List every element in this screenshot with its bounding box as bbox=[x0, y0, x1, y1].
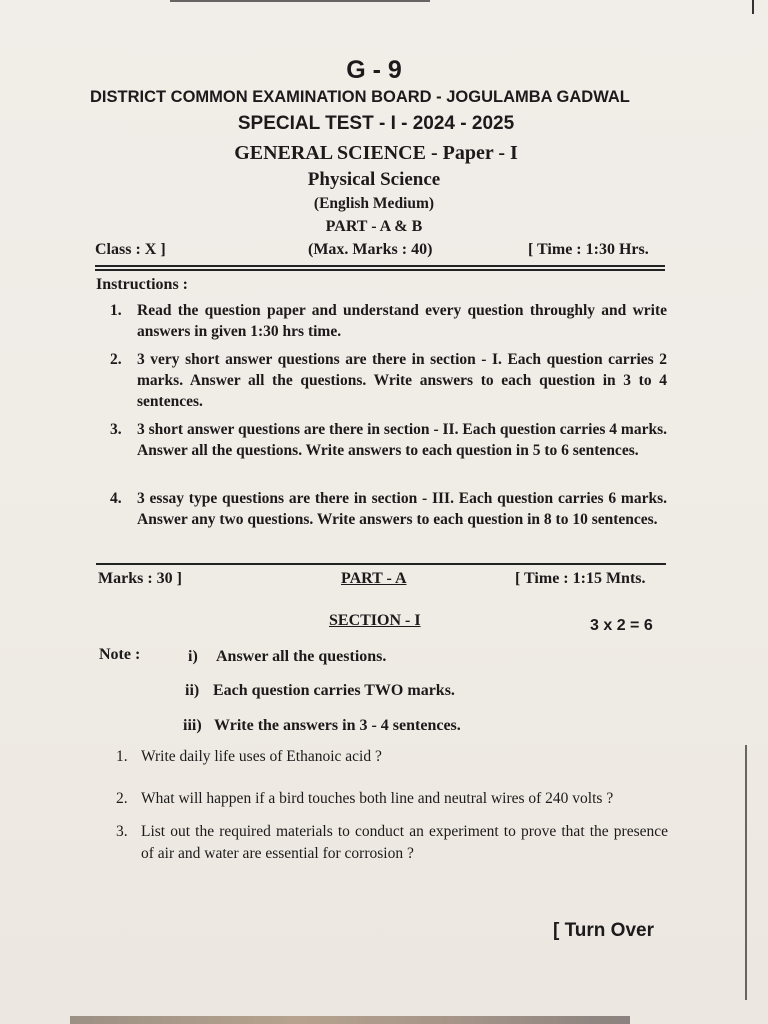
note-numeral: iii) bbox=[183, 717, 202, 734]
question-number: 3. bbox=[116, 823, 128, 840]
part-a-title: PART - A bbox=[341, 570, 407, 587]
exam-board: DISTRICT COMMON EXAMINATION BOARD - JOGULAMBA GADWAL bbox=[90, 88, 630, 106]
note-label: Note : bbox=[99, 646, 141, 663]
note-item bbox=[183, 717, 503, 739]
instruction-number: 1. bbox=[110, 302, 122, 319]
instruction-number: 3. bbox=[110, 421, 122, 438]
note-item bbox=[185, 682, 505, 704]
note-text: Answer all the questions. bbox=[216, 648, 387, 665]
instruction-text: 3 very short answer questions are there in section - I. Each question carries 2 marks. Answer all the questions. Write answers to each question in 3 to 4 sentences. bbox=[137, 351, 667, 410]
note-text: Write the answers in 3 - 4 sentences. bbox=[214, 717, 461, 734]
note-item bbox=[188, 648, 488, 670]
instruction-text: Read the question paper and understand every question throughly and write answers in given 1:30 hrs time. bbox=[137, 302, 667, 340]
part-a-marks: Marks : 30 ] bbox=[98, 570, 182, 587]
question-number: 1. bbox=[116, 748, 128, 765]
instruction-number: 2. bbox=[110, 351, 122, 368]
paper-bottom-edge bbox=[70, 1016, 630, 1024]
instruction-item bbox=[110, 419, 670, 483]
instructions-heading: Instructions : bbox=[96, 276, 189, 293]
section-1-marks: 3 x 2 = 6 bbox=[590, 617, 653, 634]
instruction-item bbox=[110, 349, 670, 413]
question-item bbox=[116, 788, 671, 812]
paper-right-edge bbox=[752, 0, 754, 14]
note-numeral: i) bbox=[188, 648, 198, 665]
question-text: List out the required materials to conduct an experiment to prove that the presence of air and water are essential for corrosion ? bbox=[141, 823, 668, 862]
subject-title: Physical Science bbox=[307, 169, 441, 190]
header-divider-top bbox=[95, 265, 665, 267]
question-item bbox=[116, 746, 671, 770]
instruction-text: 3 essay type questions are there in section - III. Each question carries 6 marks. Answer any two questions. Write answers to each question in 8 to 10 sentences. bbox=[137, 490, 667, 528]
header-divider-bottom bbox=[95, 269, 665, 271]
question-text: What will happen if a bird touches both line and neutral wires of 240 volts ? bbox=[141, 790, 614, 807]
section-1-title: SECTION - I bbox=[329, 612, 421, 629]
question-number: 2. bbox=[116, 790, 128, 807]
question-item bbox=[116, 821, 671, 869]
paper-top-edge bbox=[170, 0, 430, 2]
instruction-item bbox=[110, 300, 670, 344]
page-fold-line bbox=[745, 745, 747, 1000]
part-a-time: [ Time : 1:15 Mnts. bbox=[515, 570, 646, 587]
note-text: Each question carries TWO marks. bbox=[213, 682, 455, 699]
paper-title: GENERAL SCIENCE - Paper - I bbox=[234, 142, 518, 164]
class-label: Class : X ] bbox=[95, 241, 166, 258]
instruction-text: 3 short answer questions are there in section - II. Each question carries 4 marks. Answer all the questions. Write answers to each question in 5 to 6 sentences. bbox=[137, 421, 667, 459]
parts-label: PART - A & B bbox=[325, 218, 423, 235]
note-numeral: ii) bbox=[185, 682, 200, 699]
question-text: Write daily life uses of Ethanoic acid ? bbox=[141, 748, 382, 765]
medium-label: (English Medium) bbox=[313, 195, 435, 212]
total-time-label: [ Time : 1:30 Hrs. bbox=[528, 241, 649, 258]
instruction-number: 4. bbox=[110, 490, 122, 507]
paper-code: G - 9 bbox=[346, 56, 402, 84]
turn-over-label: [ Turn Over bbox=[553, 920, 654, 941]
instruction-item bbox=[110, 488, 670, 552]
instructions-divider bbox=[96, 563, 666, 565]
test-title: SPECIAL TEST - I - 2024 - 2025 bbox=[237, 113, 515, 134]
max-marks-label: (Max. Marks : 40) bbox=[308, 241, 433, 258]
